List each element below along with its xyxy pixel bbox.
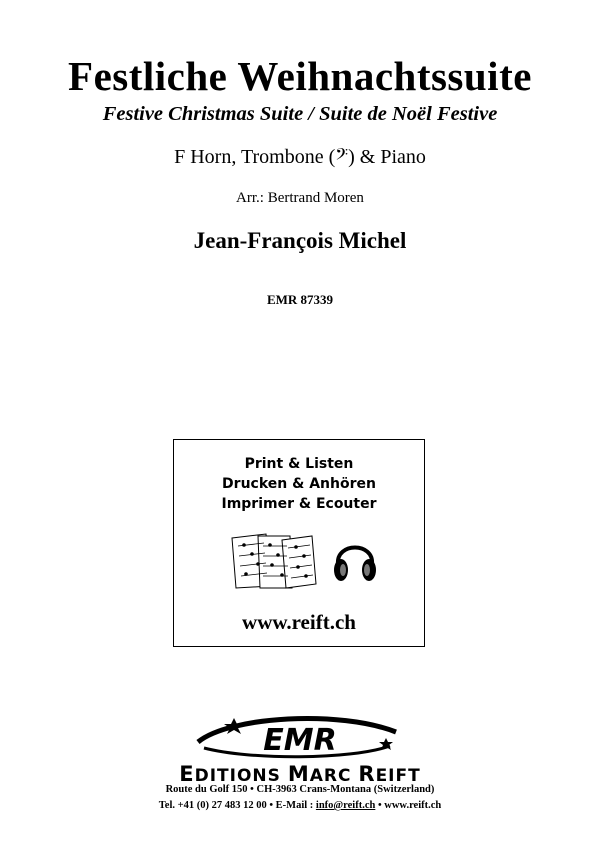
- catalog-number: EMR 87339: [266, 292, 334, 307]
- sheet-music-icon: [228, 532, 318, 590]
- promo-lines: [174, 454, 424, 514]
- emr-logo-text: EMR: [263, 723, 337, 758]
- headphones-icon: [332, 534, 378, 584]
- subtitle: Festive Christmas Suite / Suite de Noël Festive: [102, 103, 498, 125]
- publisher-name: EDITIONS MARC REIFT: [179, 762, 421, 786]
- title: Festliche Weihnachtssuite: [68, 53, 532, 99]
- composer: Jean-François Michel: [193, 228, 407, 253]
- promo-line: Imprimer & Ecouter: [221, 496, 377, 512]
- instrumentation: F Horn, Trombone (𝄢) & Piano: [174, 146, 426, 168]
- arranger: Arr.: Bertrand Moren: [236, 190, 364, 206]
- contact-website: • www.reift.ch: [375, 800, 442, 811]
- contact-phone: Tel. +41 (0) 27 483 12 00 • E-Mail :: [158, 800, 316, 811]
- emr-logo: [190, 712, 410, 764]
- publisher-address: Route du Golf 150 • CH-3963 Crans-Montana (Switzerland): [165, 784, 435, 795]
- print-listen-box: [173, 439, 425, 647]
- email-link[interactable]: info@reift.ch: [315, 800, 376, 811]
- promo-line: Print & Listen: [244, 456, 354, 472]
- publisher-contact: [0, 800, 600, 811]
- promo-url: www.reift.ch: [242, 610, 356, 634]
- promo-line: Drucken & Anhören: [222, 476, 376, 492]
